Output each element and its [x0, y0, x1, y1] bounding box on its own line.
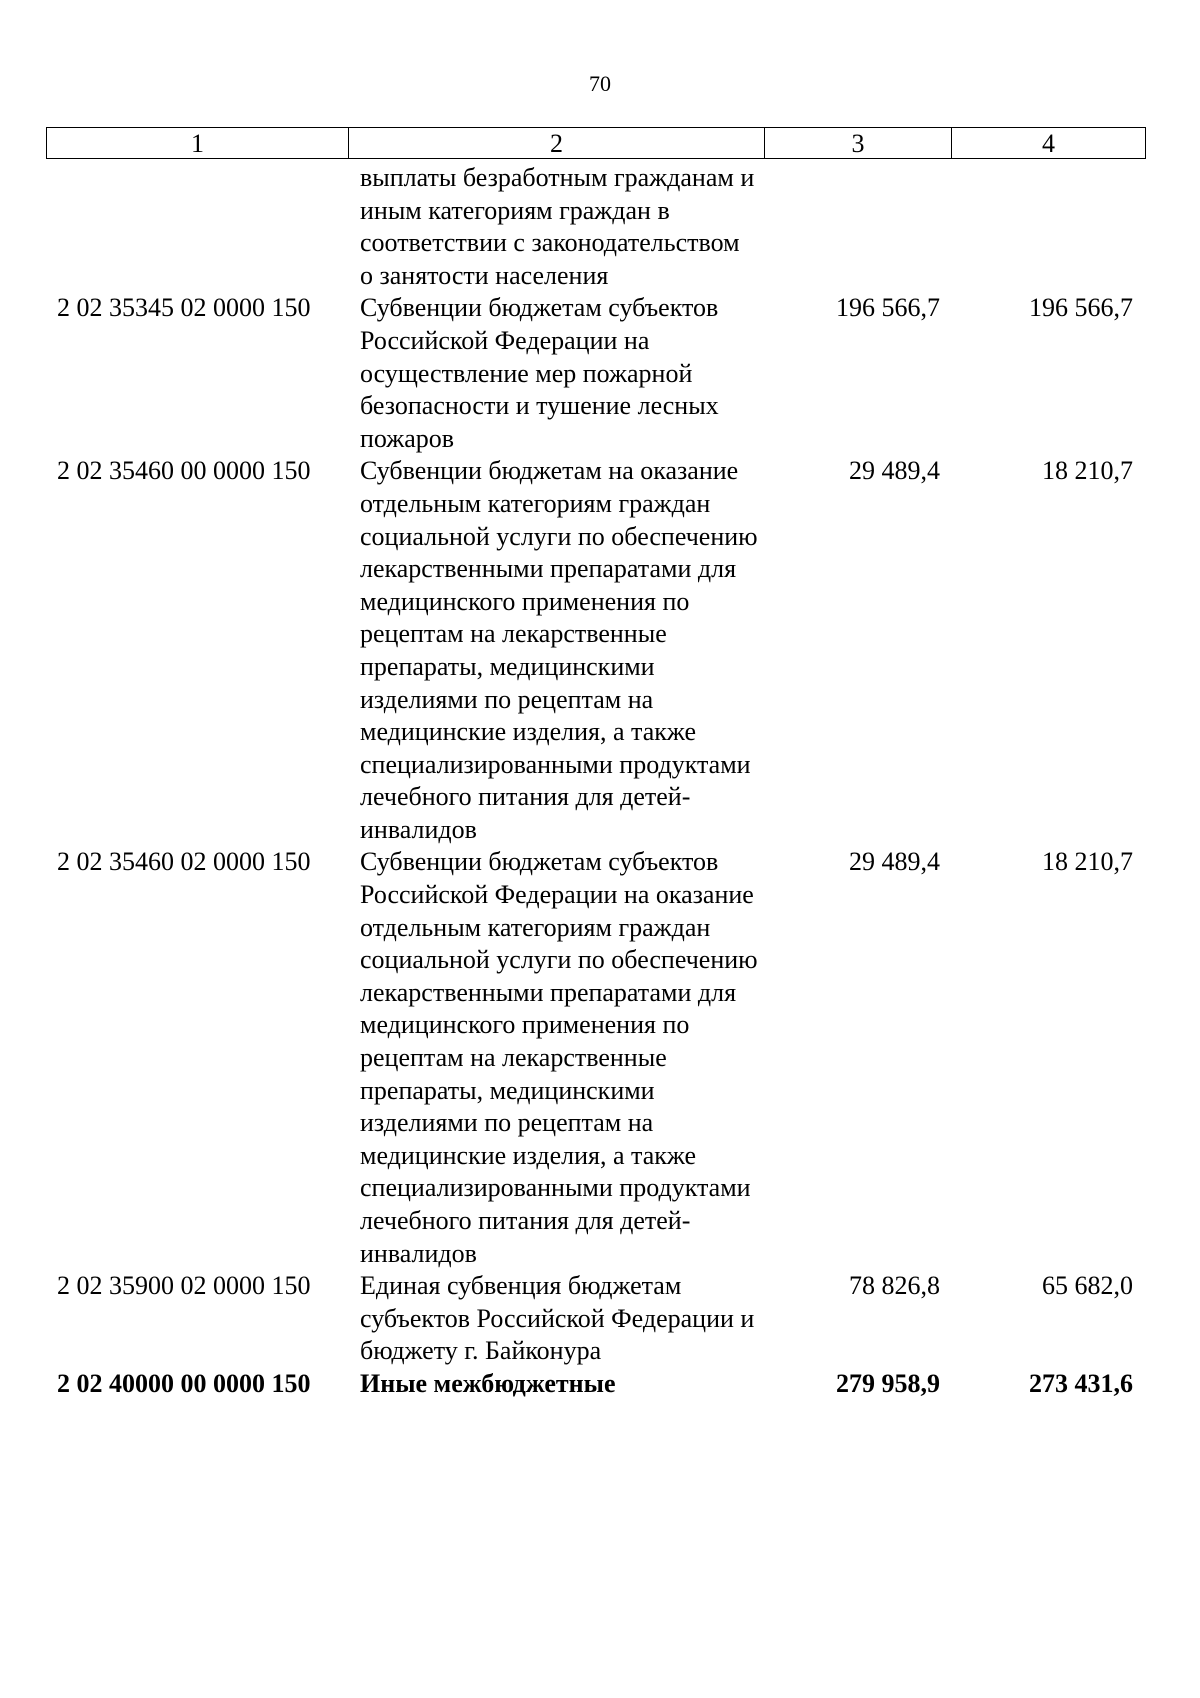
- value-col-4: 18 210,7: [1042, 456, 1133, 486]
- value-col-3: 29 489,4: [849, 456, 940, 486]
- budget-code: 2 02 35460 02 0000 150: [57, 847, 311, 877]
- value-col-3: 196 566,7: [836, 293, 940, 323]
- item-name: Субвенции бюджетам на оказание отдельным категориям граждан социальной услуги по обеспечению лекарственными препаратами для медицинского применения по рецептам на лекарственные препараты, медицинскими изделиями по рецептам на медицинские изделия, а также специализированными продуктами лечебного питания для детей-инвалидов: [360, 456, 758, 844]
- table-row: [46, 292, 1146, 455]
- page-number: 70: [589, 71, 611, 96]
- table-row-total: [46, 1368, 1146, 1401]
- value-col-4: [951, 162, 1144, 292]
- header-col-3: 3: [765, 128, 952, 158]
- table-row: [46, 455, 1146, 846]
- value-col-3: 29 489,4: [849, 847, 940, 877]
- header-col-1: 1: [47, 128, 349, 158]
- value-col-4: 65 682,0: [1042, 1271, 1133, 1301]
- budget-code: 2 02 35345 02 0000 150: [57, 293, 311, 323]
- table-row: [46, 846, 1146, 1270]
- item-name: Иные межбюджетные: [360, 1368, 616, 1398]
- value-col-3: [764, 162, 951, 292]
- budget-code: 2 02 35900 02 0000 150: [57, 1271, 311, 1301]
- header-col-2: 2: [349, 128, 765, 158]
- table-row: [46, 1270, 1146, 1368]
- item-name: Субвенции бюджетам субъектов Российской Федерации на оказание отдельным категориям граждан социальной услуги по обеспечению лекарственными препаратами для медицинского применения по рецептам на лекарственные препараты, медицинскими изделиями по рецептам на медицинские изделия, а также специализированными продуктами лечебного питания для детей-инвалидов: [360, 847, 758, 1268]
- item-name: Субвенции бюджетам субъектов Российской Федерации на осуществление мер пожарной безопасности и тушение лесных пожаров: [360, 293, 719, 453]
- table-header-row: [46, 127, 1146, 159]
- budget-code: 2 02 40000 00 0000 150: [57, 1368, 311, 1398]
- value-col-4: 196 566,7: [1029, 293, 1133, 323]
- item-name: выплаты безработным гражданам и иным категориям граждан в соответствии с законодательством о занятости населения: [360, 163, 755, 290]
- item-name: Единая субвенция бюджетам субъектов Российской Федерации и бюджету г. Байконура: [360, 1271, 755, 1366]
- table-row: [46, 162, 1146, 292]
- value-col-3: 279 958,9: [836, 1368, 940, 1398]
- budget-code: [46, 162, 348, 292]
- value-col-4: 18 210,7: [1042, 847, 1133, 877]
- table-body: [46, 162, 1146, 1401]
- header-col-4: 4: [1042, 129, 1055, 158]
- value-col-3: 78 826,8: [849, 1271, 940, 1301]
- budget-code: 2 02 35460 00 0000 150: [57, 456, 311, 486]
- value-col-4: 273 431,6: [1029, 1368, 1133, 1398]
